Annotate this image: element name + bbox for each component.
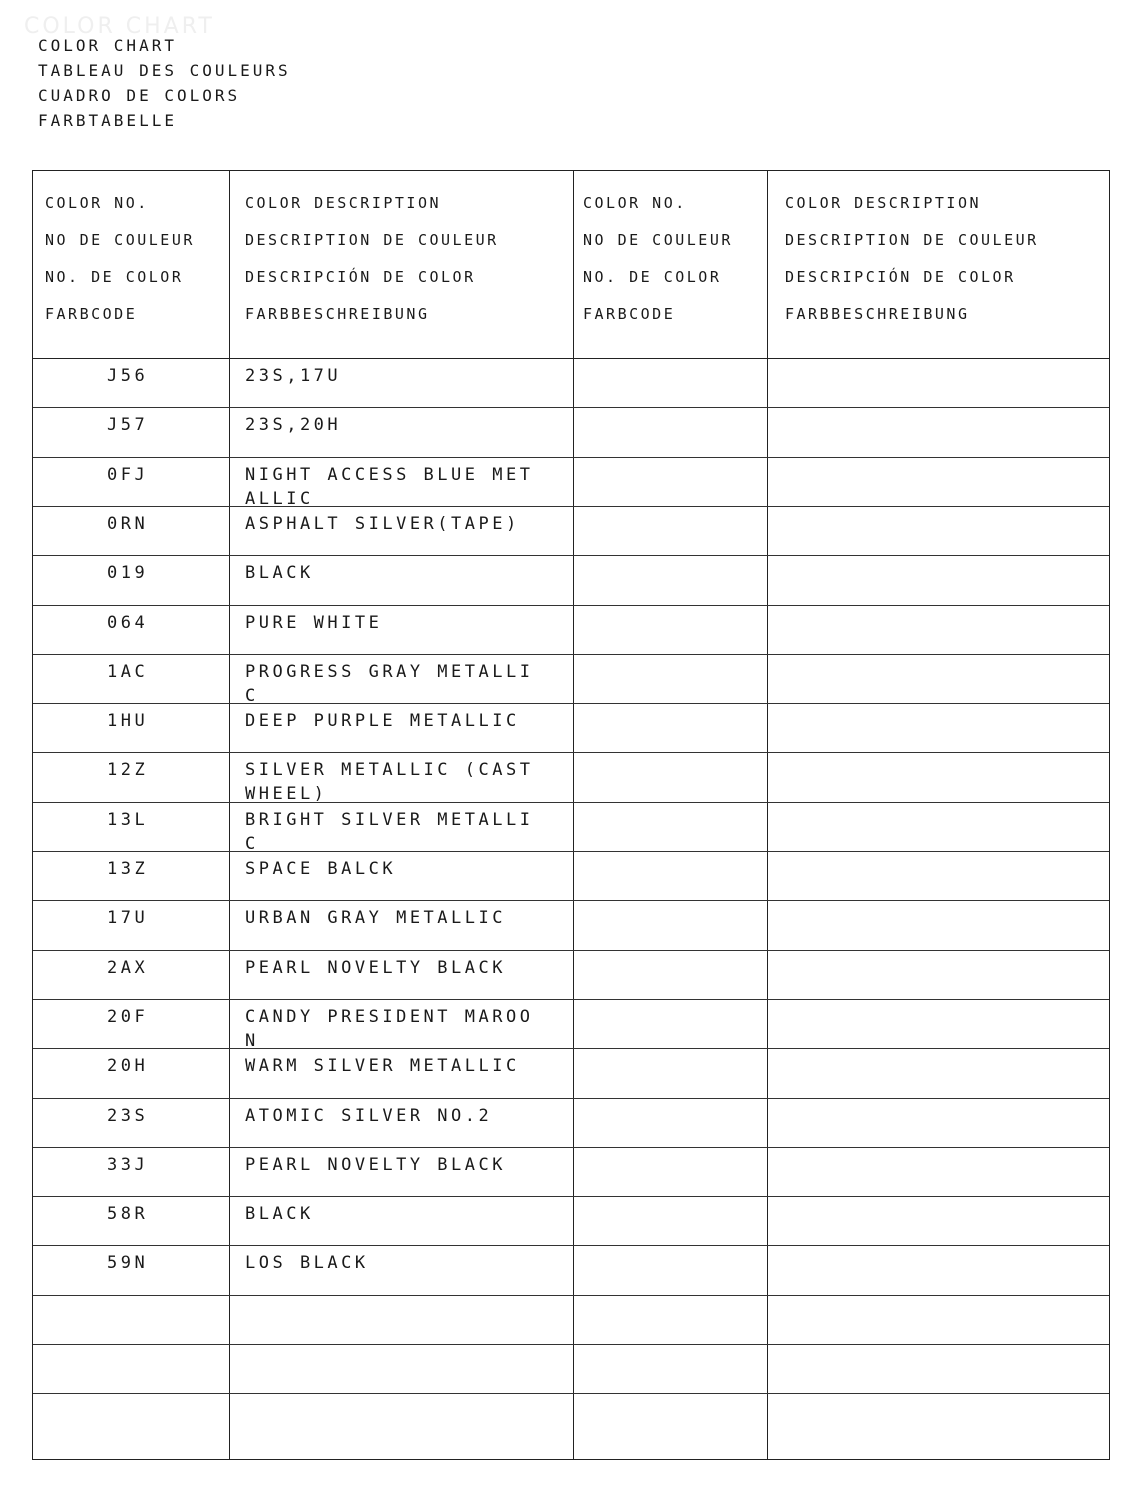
faint-watermark-title: COLOR CHART [24,14,215,39]
color-code: J56 [107,366,149,386]
color-description-line: PEARL NOVELTY BLACK [245,957,506,978]
row-divider [33,555,1109,556]
color-description-line: PEARL NOVELTY BLACK [245,1154,506,1175]
color-code: 59N [107,1253,149,1274]
color-description-line: SILVER METALLIC (CAST [245,760,534,781]
row-divider [33,605,1109,606]
color-code: 13Z [107,859,149,879]
color-code: 1AC [107,661,149,682]
color-code: 12Z [107,760,149,781]
row-divider [33,1048,1109,1049]
color-description-line: ASPHALT SILVER(TAPE) [245,513,520,534]
header-label: FARBBESCHREIBUNG [245,305,430,323]
color-code: 2AX [107,957,149,978]
header-label: DESCRIPCIÓN DE COLOR [245,268,476,286]
header-color-description-right [785,193,1039,341]
color-description-line: ATOMIC SILVER NO.2 [245,1105,493,1126]
color-description-line: DEEP PURPLE METALLIC [245,711,520,732]
row-divider [33,1147,1109,1148]
color-description-line: C [245,685,259,706]
row-divider [33,950,1109,951]
row-divider [33,851,1109,852]
color-description-line: PURE WHITE [245,612,383,633]
color-code: 13L [107,809,149,830]
title-german: FARBTABELLE [38,111,177,130]
color-description-line: BLACK [245,1204,314,1225]
column-divider [767,171,768,1459]
color-description-line: LOS BLACK [245,1253,369,1274]
header-label: DESCRIPTION DE COULEUR [245,231,499,249]
header-label: FARBCODE [583,305,676,323]
color-description-line: PROGRESS GRAY METALLI [245,661,534,682]
color-description-line: CANDY PRESIDENT MAROO [245,1006,534,1027]
header-label: NO DE COULEUR [45,231,195,249]
header-label: DESCRIPCIÓN DE COLOR [785,268,1016,286]
color-description [245,758,575,806]
color-description [245,1005,575,1053]
header-label: COLOR NO. [45,194,149,212]
color-description [245,364,575,388]
color-description [245,512,575,536]
color-code: 20F [107,1006,149,1027]
row-divider [33,407,1109,408]
row-divider [33,506,1109,507]
color-description-line: SPACE BALCK [245,859,397,879]
color-description-line: ALLIC [245,488,314,509]
header-label: DESCRIPTION DE COULEUR [785,231,1039,249]
row-divider [33,900,1109,901]
header-label: COLOR DESCRIPTION [245,194,442,212]
header-divider [33,358,1109,359]
header-color-description-left [245,193,499,341]
row-divider [33,654,1109,655]
header-label: FARBCODE [45,305,138,323]
color-description [245,1251,575,1275]
color-description-line: C [245,833,259,854]
color-description-line: WHEEL) [245,784,328,805]
color-code: 064 [107,612,149,633]
color-description [245,1202,575,1226]
color-description [245,561,575,585]
color-description-line: BLACK [245,563,314,584]
column-divider [229,171,230,1459]
color-code: 20H [107,1056,149,1077]
color-description-line: BRIGHT SILVER METALLI [245,809,534,830]
header-label: COLOR DESCRIPTION [785,194,982,212]
row-divider [33,457,1109,458]
row-divider [33,999,1109,1000]
color-description [245,660,575,708]
header-label: NO. DE COLOR [583,268,722,286]
color-description [245,1153,575,1177]
header-label: NO DE COULEUR [583,231,733,249]
row-divider [33,1098,1109,1099]
color-description [245,463,575,511]
color-code: 17U [107,908,149,929]
color-description-line: URBAN GRAY METALLIC [245,908,506,929]
color-description [245,956,575,980]
color-code: 0RN [107,513,149,534]
color-code: 019 [107,563,149,584]
row-divider [33,1295,1109,1296]
row-divider [33,1245,1109,1246]
title-spanish: CUADRO DE COLORS [38,86,241,105]
color-description [245,1054,575,1078]
color-description-line: NIGHT ACCESS BLUE MET [245,464,534,485]
color-chart-table [32,170,1110,1460]
color-description-line: 23S,17U [245,366,342,386]
row-divider [33,1196,1109,1197]
color-description [245,808,575,856]
row-divider [33,802,1109,803]
row-divider [33,1344,1109,1345]
header-label: NO. DE COLOR [45,268,184,286]
color-code: J57 [107,415,149,436]
color-description [245,413,575,437]
header-label: COLOR NO. [583,194,687,212]
row-divider [33,1393,1109,1394]
header-color-no-right [583,193,733,341]
color-code: 23S [107,1105,149,1126]
color-description [245,611,575,635]
color-description-line: N [245,1030,259,1051]
header-label: FARBBESCHREIBUNG [785,305,970,323]
color-description [245,857,575,881]
color-description-line: 23S,20H [245,415,342,436]
color-code: 58R [107,1204,149,1225]
title-english: COLOR CHART [38,36,177,55]
color-description [245,709,575,733]
chart-title-block [38,36,291,136]
row-divider [33,752,1109,753]
color-code: 1HU [107,711,149,732]
color-code: 0FJ [107,464,149,485]
row-divider [33,703,1109,704]
color-description [245,1104,575,1128]
title-french: TABLEAU DES COULEURS [38,61,291,80]
color-description-line: WARM SILVER METALLIC [245,1056,520,1077]
color-description [245,906,575,930]
color-code: 33J [107,1154,149,1175]
header-color-no-left [45,193,195,341]
